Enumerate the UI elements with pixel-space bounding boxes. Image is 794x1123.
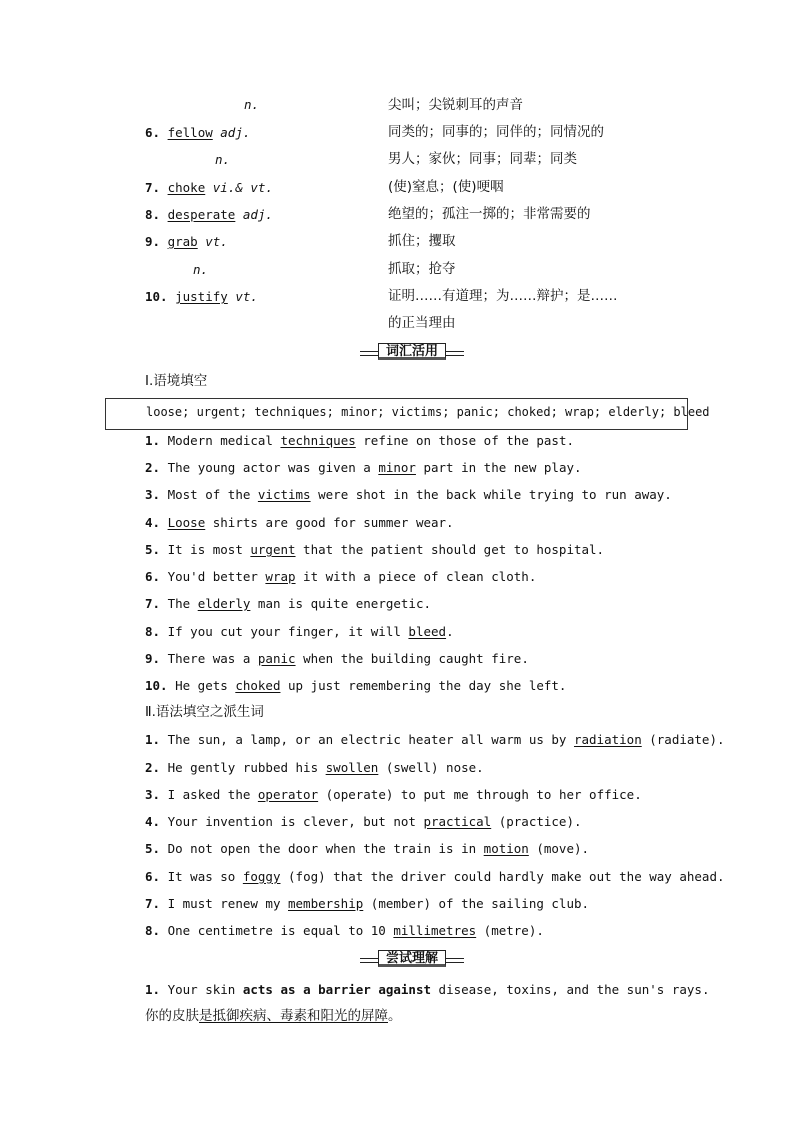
exercise-item: 10. He gets choked up just remembering the day she left. xyxy=(145,678,567,693)
exercise-item: 8. One centimetre is equal to 10 millimetres (metre). xyxy=(145,923,544,938)
vocab-meaning: 证明……有道理；为……辩护；是…… xyxy=(388,288,618,304)
banner-title: 词汇活用 xyxy=(378,343,446,360)
answer: techniques xyxy=(280,433,356,448)
translation-answer: 你的皮肤是抵御疾病、毒素和阳光的屏障。 xyxy=(145,1008,402,1024)
answer: minor xyxy=(378,460,416,475)
exercise-item: 1. The sun, a lamp, or an electric heater all warm us by radiation (radiate). xyxy=(145,732,725,747)
answer: millimetres xyxy=(393,923,477,938)
exercise-item: 2. He gently rubbed his swollen (swell) nose. xyxy=(145,760,484,775)
answer: elderly xyxy=(197,596,251,611)
vocab-entry: 7. choke vi.& vt. xyxy=(145,180,273,195)
vocab-word: justify xyxy=(175,289,228,304)
vocab-meaning: 抓住；攫取 xyxy=(388,233,456,249)
section-title: Ⅱ.语法填空之派生词 xyxy=(145,704,264,720)
answer: foggy xyxy=(242,869,281,884)
vocab-entry: 6. fellow adj. xyxy=(145,125,251,140)
exercise-item: 4. Your invention is clever, but not practical (practice). xyxy=(145,814,582,829)
vocab-word: fellow xyxy=(167,125,213,140)
translation-item: 1. Your skin acts as a barrier against disease, toxins, and the sun's rays. xyxy=(145,982,710,997)
vocab-word: desperate xyxy=(167,207,236,222)
exercise-item: 7. I must renew my membership (member) of the sailing club. xyxy=(145,896,590,911)
exercise-item: 7. The elderly man is quite energetic. xyxy=(145,596,432,611)
banner-title: 尝试理解 xyxy=(378,950,446,967)
exercise-item: 4. Loose shirts are good for summer wear. xyxy=(145,515,454,530)
section-title: Ⅰ.语境填空 xyxy=(145,373,208,389)
exercise-item: 5. It is most urgent that the patient should get to hospital. xyxy=(145,542,605,557)
exercise-item: 5. Do not open the door when the train is in motion (move). xyxy=(145,841,590,856)
vocab-pos: n. xyxy=(215,152,231,167)
exercise-item: 3. I asked the operator (operate) to put me through to her office. xyxy=(145,787,642,802)
exercise-item: 2. The young actor was given a minor part in the new play. xyxy=(145,460,582,475)
key-phrase: acts as a barrier against xyxy=(242,982,432,997)
answer: urgent xyxy=(250,542,296,557)
answer: radiation xyxy=(573,732,642,747)
answer: motion xyxy=(483,841,529,856)
answer: victims xyxy=(257,487,311,502)
exercise-item: 8. If you cut your finger, it will bleed. xyxy=(145,624,454,639)
answer: membership xyxy=(288,896,364,911)
section-banner xyxy=(360,343,464,361)
exercise-item: 9. There was a panic when the building caught fire. xyxy=(145,651,529,666)
vocab-pos: n. xyxy=(193,262,209,277)
vocab-meaning: 绝望的；孤注一掷的；非常需要的 xyxy=(388,206,591,222)
answer: practical xyxy=(423,814,492,829)
vocab-meaning-cont: 的正当理由 xyxy=(388,315,456,331)
vocab-meaning: 抓取；抢夺 xyxy=(388,261,456,277)
exercise-item: 6. It was so foggy (fog) that the driver could hardly make out the way ahead. xyxy=(145,869,725,884)
vocab-pos: n. xyxy=(244,97,260,112)
vocab-word: grab xyxy=(167,234,198,249)
vocab-entry: 10. justify vt. xyxy=(145,289,258,304)
answer: 是抵御疾病、毒素和阳光的屏障 xyxy=(199,1008,388,1024)
answer: Loose xyxy=(167,515,206,530)
answer: operator xyxy=(257,787,319,802)
vocab-meaning: 尖叫；尖锐刺耳的声音 xyxy=(388,97,523,113)
exercise-item: 3. Most of the victims were shot in the back while trying to run away. xyxy=(145,487,672,502)
vocab-meaning: 男人；家伙；同事；同辈；同类 xyxy=(388,151,577,167)
answer: wrap xyxy=(265,569,296,584)
section-banner xyxy=(360,950,464,968)
exercise-item: 6. You'd better wrap it with a piece of clean cloth. xyxy=(145,569,537,584)
answer: swollen xyxy=(325,760,379,775)
exercise-item: 1. Modern medical techniques refine on those of the past. xyxy=(145,433,574,448)
answer: bleed xyxy=(408,624,447,639)
answer: panic xyxy=(257,651,296,666)
vocab-entry: 9. grab vt. xyxy=(145,234,228,249)
answer: choked xyxy=(235,678,281,693)
word-box-text: loose; urgent; techniques; minor; victims; panic; choked; wrap; elderly; bleed xyxy=(146,405,710,419)
vocab-entry: 8. desperate adj. xyxy=(145,207,273,222)
vocab-word: choke xyxy=(167,180,206,195)
vocab-meaning: 同类的；同事的；同伴的；同情况的 xyxy=(388,124,604,140)
vocab-meaning: (使)窒息；(使)哽咽 xyxy=(388,179,504,195)
